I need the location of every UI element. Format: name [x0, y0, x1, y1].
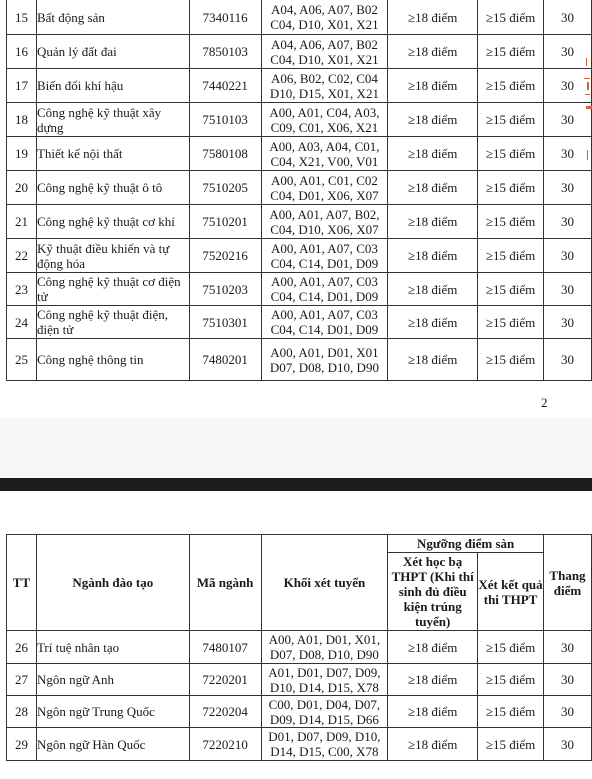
scale-cell: 30 [543, 696, 591, 728]
subject-groups-cell: A00, A01, A07, C03 C04, C14, D01, D09 [261, 273, 388, 306]
transcript-threshold-cell: ≥18 điểm [388, 339, 478, 381]
scale-cell: 30 [544, 239, 592, 273]
exam-threshold-cell: ≥15 điểm [478, 273, 544, 306]
major-name-cell: Ngôn ngữ Trung Quốc [36, 696, 189, 728]
row-number-cell: 19 [7, 137, 37, 171]
major-code-cell: 7220210 [189, 728, 261, 761]
major-name-cell: Công nghệ kỹ thuật điện, điện tử [36, 306, 189, 339]
subject-groups-cell: A00, A03, A04, C01, C04, X21, V00, V01 [261, 137, 388, 171]
header-khoi: Khối xét tuyển [261, 535, 388, 631]
row-number-cell: 18 [7, 103, 37, 137]
row-number-cell: 26 [7, 631, 37, 664]
major-code-cell: 7510201 [189, 205, 261, 239]
row-number-cell: 29 [7, 728, 37, 761]
exam-threshold-cell: ≥15 điểm [478, 35, 544, 69]
exam-threshold-cell: ≥15 điểm [478, 306, 544, 339]
table-row [7, 205, 592, 239]
transcript-threshold-cell: ≥18 điểm [388, 137, 478, 171]
major-name-cell: Công nghệ kỹ thuật cơ khí [36, 205, 189, 239]
row-number-cell: 17 [7, 69, 37, 103]
major-name-cell: Biến đổi khí hậu [36, 69, 189, 103]
table-row [7, 696, 592, 728]
major-code-cell: 7510301 [189, 306, 261, 339]
exam-threshold-cell: ≥15 điểm [478, 631, 544, 664]
row-number-cell: 23 [7, 273, 37, 306]
scale-cell: 30 [544, 205, 592, 239]
table-row [7, 239, 592, 273]
transcript-threshold-cell: ≥18 điểm [388, 696, 478, 728]
transcript-threshold-cell: ≥18 điểm [388, 631, 478, 664]
major-name-cell: Quản lý đất đai [36, 35, 189, 69]
scale-cell: 30 [544, 35, 592, 69]
subject-groups-cell: A01, D01, D07, D09, D10, D14, D15, X78 [261, 664, 388, 696]
subject-groups-cell: A00, A01, C01, C02 C04, D01, X06, X07 [261, 171, 388, 205]
major-code-cell: 7510205 [189, 171, 261, 205]
major-code-cell: 7510103 [189, 103, 261, 137]
header-thi-thpt: Xét kết quả thi THPT [478, 553, 544, 631]
major-code-cell: 7220201 [189, 664, 261, 696]
scale-cell: 30 [544, 103, 592, 137]
transcript-threshold-cell: ≥18 điểm [388, 0, 478, 35]
header-nganh: Ngành đào tạo [36, 535, 189, 631]
subject-groups-cell: A06, B02, C02, C04 D10, D15, X01, X21 [261, 69, 388, 103]
subject-groups-cell: D01, D07, D09, D10, D14, D15, C00, X78 [261, 728, 388, 761]
exam-threshold-cell: ≥15 điểm [478, 205, 544, 239]
row-number-cell: 20 [7, 171, 37, 205]
subject-groups-cell: A04, A06, A07, B02 C04, D10, X01, X21 [261, 0, 388, 35]
major-name-cell: Ngôn ngữ Hàn Quốc [36, 728, 189, 761]
major-name-cell: Bất động sản [36, 0, 189, 35]
subject-groups-cell: A00, A01, D01, X01, D07, D08, D10, D90 [261, 631, 388, 664]
table-row [7, 664, 592, 696]
table-row [7, 137, 592, 171]
header-ma-nganh: Mã ngành [189, 535, 261, 631]
major-code-cell: 7220204 [189, 696, 261, 728]
exam-threshold-cell: ≥15 điểm [478, 69, 544, 103]
transcript-threshold-cell: ≥18 điểm [388, 239, 478, 273]
transcript-threshold-cell: ≥18 điểm [388, 35, 478, 69]
row-number-cell: 16 [7, 35, 37, 69]
margin-annotation-marks [584, 58, 592, 168]
table-row [7, 171, 592, 205]
scale-cell: 30 [544, 137, 592, 171]
table-row [7, 69, 592, 103]
exam-threshold-cell: ≥15 điểm [478, 239, 544, 273]
subject-groups-cell: A00, A01, A07, C03 C04, C14, D01, D09 [261, 306, 388, 339]
scale-cell: 30 [544, 171, 592, 205]
subject-groups-cell: A00, A01, A07, C03 C04, C14, D01, D09 [261, 239, 388, 273]
row-number-cell: 21 [7, 205, 37, 239]
table-row [7, 103, 592, 137]
exam-threshold-cell: ≥15 điểm [478, 0, 544, 35]
transcript-threshold-cell: ≥18 điểm [388, 664, 478, 696]
exam-threshold-cell: ≥15 điểm [478, 664, 544, 696]
transcript-threshold-cell: ≥18 điểm [388, 69, 478, 103]
table-row [7, 631, 592, 664]
transcript-threshold-cell: ≥18 điểm [388, 273, 478, 306]
table-row [7, 273, 592, 306]
major-name-cell: Công nghệ kỹ thuật xây dựng [36, 103, 189, 137]
exam-threshold-cell: ≥15 điểm [478, 339, 544, 381]
header-nguong-diem-san: Ngưỡng điểm sàn [388, 535, 544, 553]
scale-cell: 30 [543, 728, 591, 761]
subject-groups-cell: A04, A06, A07, B02 C04, D10, X01, X21 [261, 35, 388, 69]
subject-groups-cell: A00, A01, D01, X01 D07, D08, D10, D90 [261, 339, 388, 381]
major-name-cell: Công nghệ thông tin [36, 339, 189, 381]
document-page-2 [0, 491, 592, 779]
header-thang-diem: Thang điểm [543, 535, 591, 631]
header-tt: TT [7, 535, 37, 631]
admission-table-part-1 [6, 0, 592, 381]
row-number-cell: 25 [7, 339, 37, 381]
major-code-cell: 7440221 [189, 69, 261, 103]
table-row [7, 306, 592, 339]
scale-cell: 30 [544, 306, 592, 339]
transcript-threshold-cell: ≥18 điểm [388, 728, 478, 761]
transcript-threshold-cell: ≥18 điểm [388, 171, 478, 205]
major-name-cell: Trí tuệ nhân tạo [36, 631, 189, 664]
transcript-threshold-cell: ≥18 điểm [388, 306, 478, 339]
exam-threshold-cell: ≥15 điểm [478, 696, 544, 728]
page-number: 2 [541, 395, 548, 410]
admission-table-part-2 [6, 534, 592, 761]
table-row [7, 339, 592, 381]
major-code-cell: 7340116 [189, 0, 261, 35]
major-name-cell: Công nghệ kỹ thuật cơ điện tử [36, 273, 189, 306]
major-name-cell: Ngôn ngữ Anh [36, 664, 189, 696]
exam-threshold-cell: ≥15 điểm [478, 137, 544, 171]
transcript-threshold-cell: ≥18 điểm [388, 103, 478, 137]
transcript-threshold-cell: ≥18 điểm [388, 205, 478, 239]
major-code-cell: 7520216 [189, 239, 261, 273]
scale-cell: 30 [544, 339, 592, 381]
major-code-cell: 7480107 [189, 631, 261, 664]
scale-cell: 30 [544, 0, 592, 35]
scale-cell: 30 [544, 69, 592, 103]
subject-groups-cell: A00, A01, A07, B02, C04, D10, X06, X07 [261, 205, 388, 239]
table-row [7, 0, 592, 35]
major-name-cell: Kỹ thuật điều khiển và tự động hóa [36, 239, 189, 273]
scale-cell: 30 [544, 273, 592, 306]
table-row [7, 35, 592, 69]
major-name-cell: Công nghệ kỹ thuật ô tô [36, 171, 189, 205]
header-hoc-ba: Xét học bạ THPT (Khi thí sinh đủ điều kiện trúng tuyển) [388, 553, 478, 631]
scale-cell: 30 [543, 664, 591, 696]
row-number-cell: 24 [7, 306, 37, 339]
page-separator-bar [0, 478, 592, 491]
row-number-cell: 27 [7, 664, 37, 696]
row-number-cell: 15 [7, 0, 37, 35]
subject-groups-cell: A00, A01, C04, A03, C09, C01, X06, X21 [261, 103, 388, 137]
major-code-cell: 7580108 [189, 137, 261, 171]
exam-threshold-cell: ≥15 điểm [478, 171, 544, 205]
major-code-cell: 7480201 [189, 339, 261, 381]
subject-groups-cell: C00, D01, D04, D07, D09, D14, D15, D66 [261, 696, 388, 728]
exam-threshold-cell: ≥15 điểm [478, 103, 544, 137]
scale-cell: 30 [543, 631, 591, 664]
major-code-cell: 7510203 [189, 273, 261, 306]
table-row [7, 728, 592, 761]
row-number-cell: 28 [7, 696, 37, 728]
major-name-cell: Thiết kế nội thất [36, 137, 189, 171]
exam-threshold-cell: ≥15 điểm [478, 728, 544, 761]
row-number-cell: 22 [7, 239, 37, 273]
major-code-cell: 7850103 [189, 35, 261, 69]
